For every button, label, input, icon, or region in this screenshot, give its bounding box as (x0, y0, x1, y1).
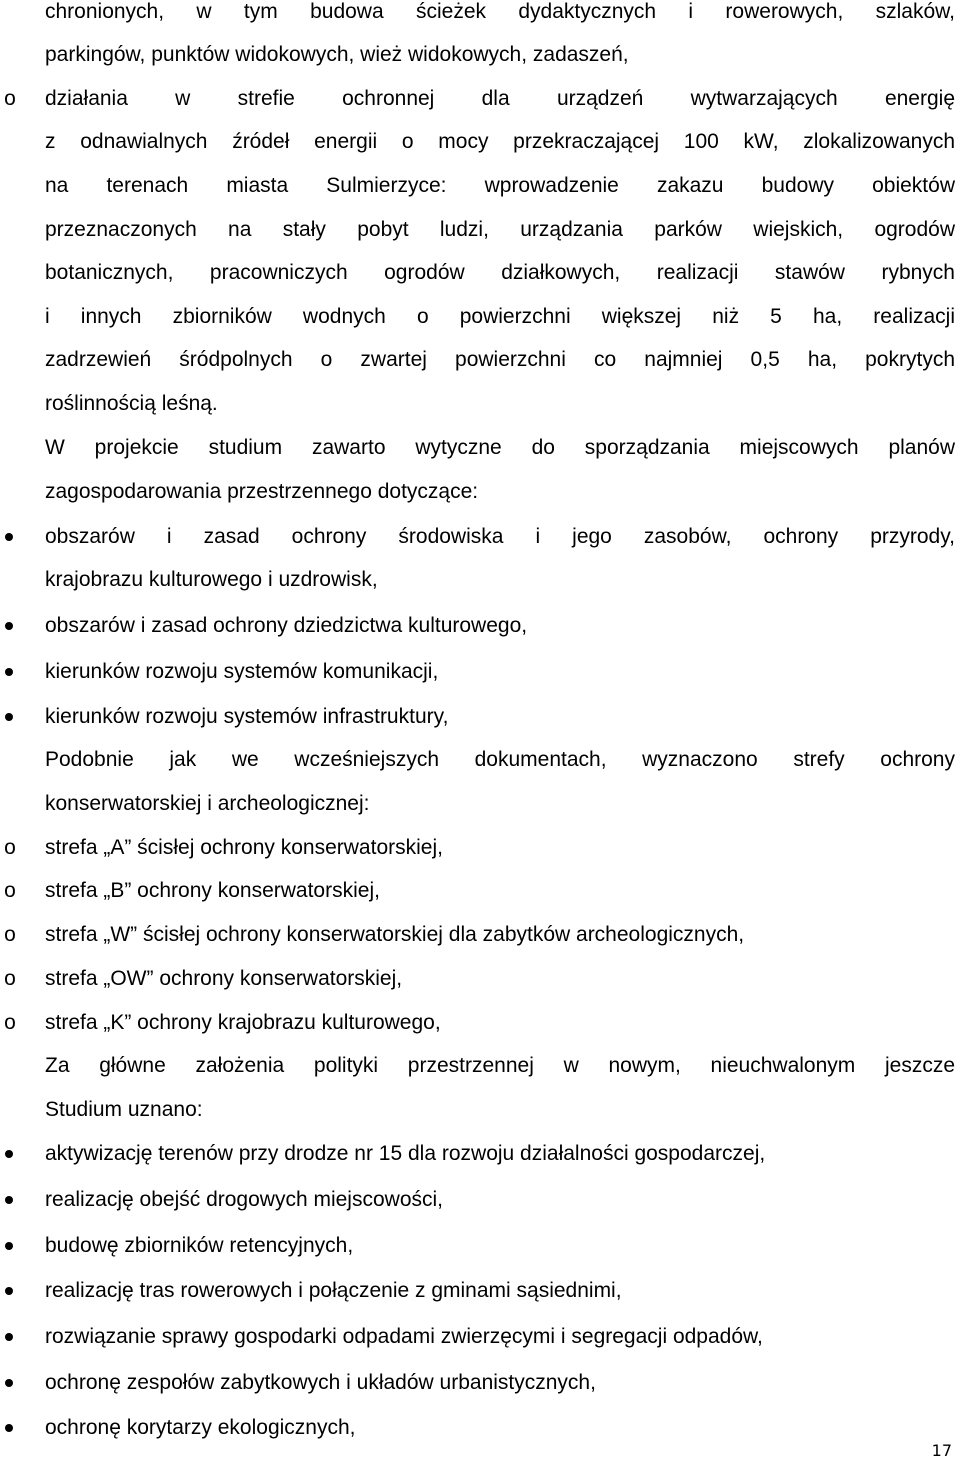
circle-bullet-icon: o (4, 87, 16, 110)
bullet-dot-icon (5, 1150, 13, 1158)
paragraph-text: zagospodarowania przestrzennego dotyczące: (45, 480, 479, 503)
list-item-text: roślinnością leśną. (45, 392, 218, 415)
list-item-text: kierunków rozwoju systemów komunikacji, (45, 660, 439, 683)
paragraph-text: W projekcie studium zawarto wytyczne do sporządzania miejscowych planów (45, 436, 955, 459)
text-line: parkingów, punktów widokowych, wież widokowych, zadaszeń, (45, 43, 629, 66)
list-item-text: botanicznych, pracowniczych ogrodów działkowych, realizacji stawów rybnych (45, 261, 955, 284)
list-item-text: przeznaczonych na stały pobyt ludzi, urządzania parków wiejskich, ogrodów (45, 218, 955, 241)
bullet-dot-icon (5, 622, 13, 630)
list-item-text: krajobrazu kulturowego i uzdrowisk, (45, 568, 378, 591)
list-item-text: strefa „A” ścisłej ochrony konserwatorskiej, (45, 836, 443, 859)
bullet-dot-icon (5, 1333, 13, 1341)
list-item-text: ochronę zespołów zabytkowych i układów urbanistycznych, (45, 1371, 596, 1394)
page-number: 17 (931, 1441, 952, 1460)
list-item-text: realizację obejść drogowych miejscowości, (45, 1188, 443, 1211)
bullet-dot-icon (5, 1242, 13, 1250)
paragraph-text: Podobnie jak we wcześniejszych dokumentach, wyznaczono strefy ochrony (45, 748, 955, 771)
list-item-text: ochronę korytarzy ekologicznych, (45, 1416, 356, 1439)
list-item-text: rozwiązanie sprawy gospodarki odpadami zwierzęcymi i segregacji odpadów, (45, 1325, 763, 1348)
circle-bullet-icon: o (4, 1011, 16, 1034)
list-item-text: działania w strefie ochronnej dla urządzeń wytwarzających energię (45, 87, 955, 110)
bullet-dot-icon (5, 668, 13, 676)
circle-bullet-icon: o (4, 836, 16, 859)
list-item-text: strefa „B” ochrony konserwatorskiej, (45, 879, 380, 902)
bullet-dot-icon (5, 1287, 13, 1295)
paragraph-text: Za główne założenia polityki przestrzennej w nowym, nieuchwalonym jeszcze (45, 1054, 955, 1077)
list-item-text: z odnawialnych źródeł energii o mocy przekraczającej 100 kW, zlokalizowanych (45, 130, 955, 153)
bullet-dot-icon (5, 1424, 13, 1432)
list-item-text: obszarów i zasad ochrony dziedzictwa kulturowego, (45, 614, 528, 637)
list-item-text: na terenach miasta Sulmierzyce: wprowadzenie zakazu budowy obiektów (45, 174, 955, 197)
paragraph-text: konserwatorskiej i archeologicznej: (45, 792, 370, 815)
list-item-text: strefa „W” ścisłej ochrony konserwatorskiej dla zabytków archeologicznych, (45, 923, 745, 946)
list-item-text: realizację tras rowerowych i połączenie z gminami sąsiednimi, (45, 1279, 622, 1302)
bullet-dot-icon (5, 1379, 13, 1387)
circle-bullet-icon: o (4, 923, 16, 946)
paragraph-text: Studium uznano: (45, 1098, 203, 1121)
circle-bullet-icon: o (4, 879, 16, 902)
list-item-text: i innych zbiorników wodnych o powierzchni większej niż 5 ha, realizacji (45, 305, 955, 328)
list-item-text: kierunków rozwoju systemów infrastruktury, (45, 705, 449, 728)
text-line: chronionych, w tym budowa ścieżek dydaktycznych i rowerowych, szlaków, (45, 0, 955, 23)
bullet-dot-icon (5, 713, 13, 721)
circle-bullet-icon: o (4, 967, 16, 990)
bullet-dot-icon (5, 533, 13, 541)
bullet-dot-icon (5, 1196, 13, 1204)
list-item-text: strefa „K” ochrony krajobrazu kulturowego, (45, 1011, 441, 1034)
list-item-text: aktywizację terenów przy drodze nr 15 dla rozwoju działalności gospodarczej, (45, 1142, 766, 1165)
list-item-text: budowę zbiorników retencyjnych, (45, 1234, 354, 1257)
list-item-text: obszarów i zasad ochrony środowiska i jego zasobów, ochrony przyrody, (45, 525, 955, 548)
list-item-text: zadrzewień śródpolnych o zwartej powierzchni co najmniej 0,5 ha, pokrytych (45, 348, 955, 371)
list-item-text: strefa „OW” ochrony konserwatorskiej, (45, 967, 403, 990)
